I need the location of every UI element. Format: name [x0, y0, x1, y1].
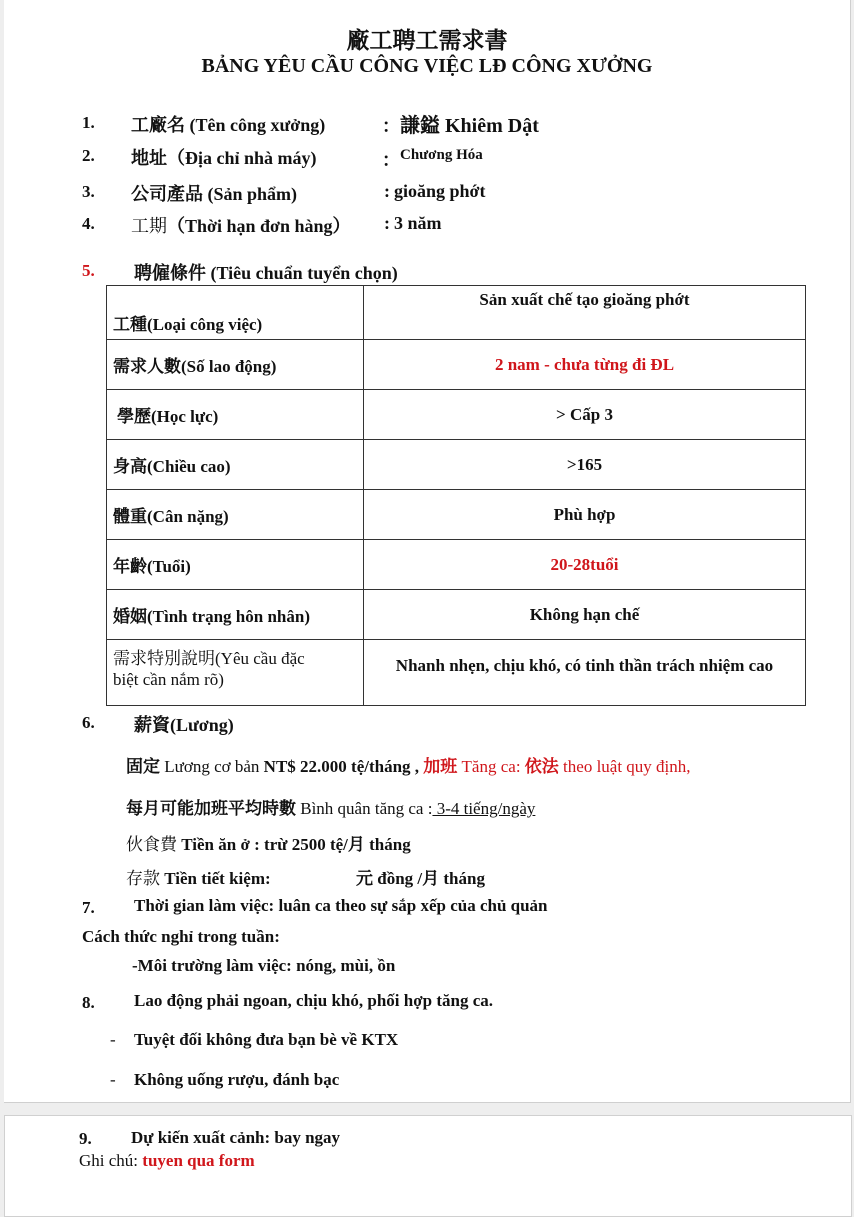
req-value: 2 nam - chưa từng đi ĐL: [364, 340, 806, 390]
table-row: [107, 390, 806, 440]
table-row: [107, 540, 806, 590]
title-vietnamese: BẢNG YÊU CẦU CÔNG VIỆC LĐ CÔNG XƯỞNG: [201, 55, 653, 77]
req-value: > Cấp 3: [364, 390, 806, 440]
table-row: [107, 490, 806, 540]
saving-line: 存款 Tiền tiết kiệm:: [126, 869, 271, 888]
overtime-average-line: 每月可能加班平均時數 Bình quân tăng ca : 3-4 tiếng/ngày: [126, 799, 536, 818]
food-line: 伙食費 Tiền ăn ở : trừ 2500 tệ/月 tháng: [126, 835, 411, 854]
req-value: Không hạn chế: [364, 590, 806, 640]
req-value: Nhanh nhẹn, chịu khó, có tinh thần trách nhiệm cao: [364, 640, 806, 706]
req-value: Sản xuất chế tạo gioăng phớt: [364, 286, 806, 340]
table-row: [107, 286, 806, 340]
list-item: Tuyệt đối không đưa bạn bè về KTX: [134, 1030, 399, 1049]
title-chinese: 廠工聘工需求書: [346, 28, 508, 53]
document-page-1: 廠工聘工需求書 BẢNG YÊU CẦU CÔNG VIỆC LĐ CÔNG XƯỞNG 1. 工廠名 (Tên công xưởng) ： 謙鎰 Khiêm Dật 2. 地址（Địa chỉ nhà máy) ： Chương Hóa 3. 公司產品 (Sản phẩm) : gioăng phớt 4. 工期（Thời hạn đơn hàng） : 3 năm 5. 聘僱條件 (Tiêu chuẩn tuyển chọn) 工種(Loại công việc) Sản xuất chế tạo gioăng phớt 需求人數(Số lao động) 2 nam - chưa từng đi ĐL 學歷(Học lực) > Cấp 3 身高(Chiều cao) >165 體重(Cân nặng) Phù hợp 年齡(Tuổi) 20-28tuổi 婚姻(Tình trạng hôn nhân) Không hạn chế 需求特別說明(Yêu cầu đặc biệt cần nắm rõ) Nhanh nhẹn, chịu khó, có tinh thần trách nhiệm cao 6. 薪資(Lương) 固定 Lương cơ bản NT$ 22.000 tệ/tháng , 加班 Tăng ca: 依法 theo luật quy định, 每月可能加班平均時數 Bình quân tăng ca : 3-4 tiếng/ngày 伙食費 Tiền ăn ở : trừ 2500 tệ/月 tháng 存款 Tiền tiết kiệm: 元 đồng /月 tháng 7. Thời gian làm việc: luân ca theo sự sắp xếp của chủ quản Cách thức nghỉ trong tuần: -Môi trường làm việc: nóng, mùi, ồn 8. Lao động phải ngoan, chịu khó, phối hợp tăng ca. - Tuyệt đối không đưa bạn bè về KTX - Không uống rượu, đánh bạc: [4, 0, 851, 1103]
req-value: 20-28tuổi: [364, 540, 806, 590]
note-line: Ghi chú: tuyen qua form: [79, 1151, 255, 1170]
table-row: [107, 440, 806, 490]
table-row: [107, 640, 806, 706]
req-label: 需求特別說明(Yêu cầu đặc biệt cần nắm rõ): [107, 640, 364, 706]
document-page-2: 9. Dự kiến xuất cảnh: bay ngay Ghi chú: tuyen qua form: [4, 1115, 852, 1217]
requirements-table: [106, 285, 806, 706]
saving-value: 元 đồng /月 tháng: [356, 869, 485, 888]
list-item: Không uống rượu, đánh bạc: [134, 1070, 340, 1089]
salary-line: 固定 Lương cơ bản NT$ 22.000 tệ/tháng , 加班 Tăng ca: 依法 theo luật quy định,: [126, 757, 691, 776]
req-label: 學歷(Học lực): [107, 390, 364, 440]
req-label: 年齡(Tuổi): [107, 540, 364, 590]
req-label: 工種(Loại công việc): [107, 286, 364, 340]
req-label: 婚姻(Tình trạng hôn nhân): [107, 590, 364, 640]
req-label: 體重(Cân nặng): [107, 490, 364, 540]
req-label: 身高(Chiều cao): [107, 440, 364, 490]
req-value: Phù hợp: [364, 490, 806, 540]
req-label: 需求人數(Số lao động): [107, 340, 364, 390]
table-row: [107, 590, 806, 640]
table-row: [107, 340, 806, 390]
req-value: >165: [364, 440, 806, 490]
